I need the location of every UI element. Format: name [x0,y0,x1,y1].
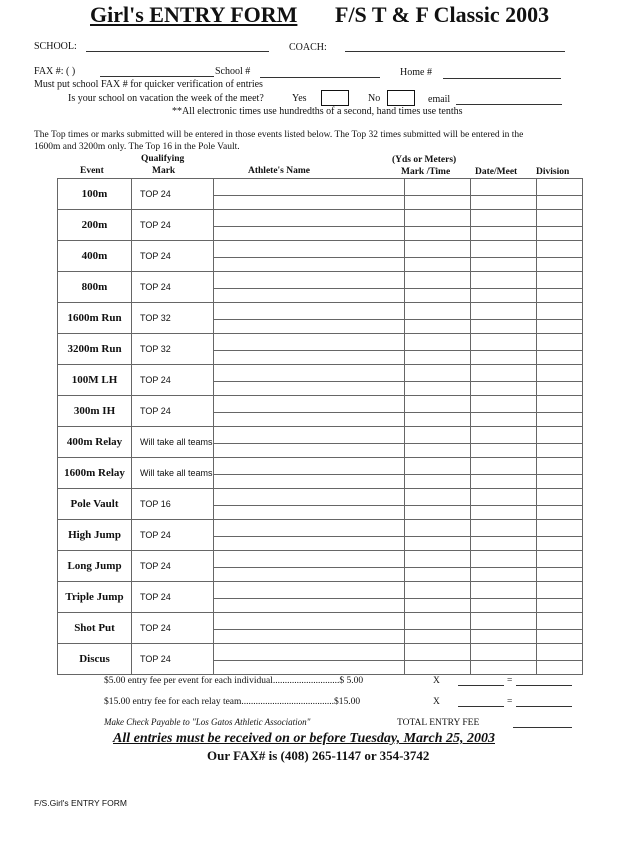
date-meet-cell[interactable] [470,351,536,365]
qualifying-mark: TOP 16 [132,489,214,520]
header-event: Event [80,166,104,176]
date-meet-cell[interactable] [470,320,536,334]
mark-time-cell[interactable] [404,613,470,630]
qualifying-mark: TOP 24 [132,582,214,613]
athlete-name-cell[interactable] [213,396,404,413]
qualifying-mark: TOP 24 [132,210,214,241]
event-row [58,272,583,289]
athlete-name-cell[interactable] [213,334,404,351]
individual-equals: = [507,676,513,686]
no-label: No [368,93,381,104]
mark-time-cell[interactable] [404,599,470,613]
email-field[interactable] [456,104,562,105]
entry-note-1: The Top times or marks submitted will be entered in those events listed below. The Top 32 times submitted will be entered in the [34,130,524,140]
athlete-name-cell[interactable] [213,179,404,196]
athlete-name-cell[interactable] [213,630,404,644]
division-cell[interactable] [536,506,582,520]
mark-time-cell[interactable] [404,630,470,644]
mark-time-cell[interactable] [404,179,470,196]
mark-time-cell[interactable] [404,241,470,258]
date-meet-cell[interactable] [470,582,536,599]
athlete-name-cell[interactable] [213,551,404,568]
event-name: 100m [58,179,132,210]
qualifying-mark: TOP 32 [132,303,214,334]
date-meet-cell[interactable] [470,179,536,196]
division-cell[interactable] [536,613,582,630]
mark-time-cell[interactable] [404,413,470,427]
athlete-name-cell[interactable] [213,582,404,599]
division-cell[interactable] [536,568,582,582]
athlete-name-cell[interactable] [213,413,404,427]
mark-time-cell[interactable] [404,506,470,520]
mark-time-cell[interactable] [404,303,470,320]
individual-x: X [433,676,440,686]
event-row [58,427,583,444]
our-fax: Our FAX# is (408) 265-1147 or 354-3742 [207,748,430,763]
athlete-name-cell[interactable] [213,599,404,613]
header-mark: Mark [152,166,176,176]
division-cell[interactable] [536,210,582,227]
mark-time-cell[interactable] [404,520,470,537]
qualifying-mark: TOP 24 [132,520,214,551]
entry-note-2: 1600m and 3200m only. The Top 16 in the Pole Vault. [34,142,240,152]
division-cell[interactable] [536,179,582,196]
athlete-name-cell[interactable] [213,365,404,382]
mark-time-cell[interactable] [404,537,470,551]
title-sub: F/S T & F Classic 2003 [335,2,550,27]
event-row [58,613,583,630]
division-cell[interactable] [536,644,582,661]
mark-time-cell[interactable] [404,582,470,599]
event-name: 400m [58,241,132,272]
mark-time-cell[interactable] [404,320,470,334]
athlete-name-cell[interactable] [213,444,404,458]
event-name: 300m IH [58,396,132,427]
mark-time-cell[interactable] [404,568,470,582]
mark-time-cell[interactable] [404,289,470,303]
event-row [58,241,583,258]
event-row [58,520,583,537]
event-row [58,551,583,568]
division-cell[interactable] [536,303,582,320]
event-name: High Jump [58,520,132,551]
qualifying-mark: TOP 32 [132,334,214,365]
qualifying-mark: Will take all teams [132,458,214,489]
athlete-name-cell[interactable] [213,210,404,227]
athlete-name-cell[interactable] [213,537,404,551]
event-name: 400m Relay [58,427,132,458]
date-meet-cell[interactable] [470,644,536,661]
division-cell[interactable] [536,489,582,506]
athlete-name-cell[interactable] [213,289,404,303]
date-meet-cell[interactable] [470,458,536,475]
athlete-name-cell[interactable] [213,644,404,661]
relay-count-field[interactable] [458,706,504,707]
qualifying-mark: TOP 24 [132,613,214,644]
qualifying-mark: TOP 24 [132,272,214,303]
relay-total-field[interactable] [516,706,572,707]
payable-note: Make Check Payable to "Los Gatos Athletic Association" [104,717,311,727]
division-cell[interactable] [536,334,582,351]
yes-checkbox[interactable] [321,90,349,106]
must-put-note: Must put school FAX # for quicker verification of entries [34,79,263,90]
event-row [58,210,583,227]
division-cell[interactable] [536,365,582,382]
mark-time-cell[interactable] [404,427,470,444]
event-row [58,644,583,661]
division-cell[interactable] [536,258,582,272]
mark-time-cell[interactable] [404,458,470,475]
electronic-times-note: **All electronic times use hundredths of a second, hand times use tenths [172,106,463,117]
mark-time-cell[interactable] [404,365,470,382]
division-cell[interactable] [536,227,582,241]
athlete-name-cell[interactable] [213,427,404,444]
total-fee-field[interactable] [513,727,572,728]
date-meet-cell[interactable] [470,537,536,551]
athlete-name-cell[interactable] [213,489,404,506]
mark-time-cell[interactable] [404,489,470,506]
qualifying-mark: TOP 24 [132,365,214,396]
event-name: 3200m Run [58,334,132,365]
event-name: Pole Vault [58,489,132,520]
athlete-name-cell[interactable] [213,458,404,475]
date-meet-cell[interactable] [470,227,536,241]
athlete-name-cell[interactable] [213,258,404,272]
event-name: 1600m Relay [58,458,132,489]
mark-time-cell[interactable] [404,196,470,210]
relay-equals: = [507,697,513,707]
division-cell[interactable] [536,475,582,489]
qualifying-mark: TOP 24 [132,396,214,427]
school-label: SCHOOL: [34,41,77,52]
date-meet-cell[interactable] [470,506,536,520]
event-row [58,489,583,506]
relay-x: X [433,697,440,707]
event-row [58,334,583,351]
date-meet-cell[interactable] [470,334,536,351]
date-meet-cell[interactable] [470,396,536,413]
mark-time-cell[interactable] [404,661,470,675]
mark-time-cell[interactable] [404,272,470,289]
entry-table [57,178,583,675]
school-number-label: School # [215,66,251,77]
event-name: Triple Jump [58,582,132,613]
division-cell[interactable] [536,537,582,551]
division-cell[interactable] [536,320,582,334]
event-row [58,303,583,320]
athlete-name-cell[interactable] [213,661,404,675]
athlete-name-cell[interactable] [213,272,404,289]
division-cell[interactable] [536,272,582,289]
athlete-name-cell[interactable] [213,320,404,334]
event-name: 1600m Run [58,303,132,334]
qualifying-mark: TOP 24 [132,241,214,272]
fax-field[interactable] [100,76,214,77]
division-cell[interactable] [536,289,582,303]
mark-time-cell[interactable] [404,210,470,227]
date-meet-cell[interactable] [470,599,536,613]
date-meet-cell[interactable] [470,258,536,272]
division-cell[interactable] [536,551,582,568]
home-number-field[interactable] [443,78,561,79]
event-name: 800m [58,272,132,303]
header-yds: (Yds or Meters) [392,155,457,165]
school-number-field[interactable] [260,77,380,78]
division-cell[interactable] [536,630,582,644]
qualifying-mark: Will take all teams [132,427,214,458]
deadline-notice: All entries must be received on or before Tuesday, March 25, 2003 [113,731,495,746]
date-meet-cell[interactable] [470,630,536,644]
mark-time-cell[interactable] [404,334,470,351]
athlete-name-cell[interactable] [213,382,404,396]
header-athlete: Athlete's Name [248,166,310,176]
event-row [58,365,583,382]
event-row [58,179,583,196]
date-meet-cell[interactable] [470,365,536,382]
date-meet-cell[interactable] [470,196,536,210]
qualifying-mark: TOP 24 [132,551,214,582]
individual-count-field[interactable] [458,685,504,686]
vacation-question: Is your school on vacation the week of the meet? [68,93,264,104]
date-meet-cell[interactable] [470,475,536,489]
division-cell[interactable] [536,396,582,413]
date-meet-cell[interactable] [470,289,536,303]
athlete-name-cell[interactable] [213,475,404,489]
mark-time-cell[interactable] [404,351,470,365]
date-meet-cell[interactable] [470,489,536,506]
mark-time-cell[interactable] [404,396,470,413]
mark-time-cell[interactable] [404,382,470,396]
mark-time-cell[interactable] [404,644,470,661]
yes-label: Yes [292,93,307,104]
email-label: email [428,94,451,105]
header-qualifying: Qualifying [141,154,185,164]
athlete-name-cell[interactable] [213,351,404,365]
division-cell[interactable] [536,599,582,613]
date-meet-cell[interactable] [470,382,536,396]
title-main: Girl's ENTRY FORM [90,2,298,27]
division-cell[interactable] [536,382,582,396]
division-cell[interactable] [536,413,582,427]
date-meet-cell[interactable] [470,241,536,258]
athlete-name-cell[interactable] [213,196,404,210]
event-name: Shot Put [58,613,132,644]
school-field[interactable] [86,51,269,52]
date-meet-cell[interactable] [470,444,536,458]
event-row [58,458,583,475]
date-meet-cell[interactable] [470,520,536,537]
mark-time-cell[interactable] [404,227,470,241]
date-meet-cell[interactable] [470,413,536,427]
date-meet-cell[interactable] [470,661,536,675]
athlete-name-cell[interactable] [213,520,404,537]
coach-label: COACH: [289,42,327,53]
athlete-name-cell[interactable] [213,303,404,320]
event-name: Long Jump [58,551,132,582]
event-row [58,582,583,599]
division-cell[interactable] [536,427,582,444]
individual-total-field[interactable] [516,685,572,686]
division-cell[interactable] [536,241,582,258]
division-cell[interactable] [536,196,582,210]
division-cell[interactable] [536,444,582,458]
date-meet-cell[interactable] [470,551,536,568]
header-division: Division [536,167,570,177]
date-meet-cell[interactable] [470,272,536,289]
event-name: Discus [58,644,132,675]
date-meet-cell[interactable] [470,568,536,582]
event-name: 100M LH [58,365,132,396]
date-meet-cell[interactable] [470,613,536,630]
header-mark-time: Mark /Time [401,167,451,177]
relay-fee-line: $15.00 entry fee for each relay team.......................................$15.00 [104,697,361,707]
date-meet-cell[interactable] [470,210,536,227]
event-row [58,396,583,413]
mark-time-cell[interactable] [404,444,470,458]
footer-label: F/S.Girl's ENTRY FORM [34,798,127,808]
athlete-name-cell[interactable] [213,506,404,520]
division-cell[interactable] [536,520,582,537]
individual-fee-line: $5.00 entry fee per event for each individual............................$ 5.00 [104,676,364,686]
mark-time-cell[interactable] [404,551,470,568]
athlete-name-cell[interactable] [213,227,404,241]
date-meet-cell[interactable] [470,427,536,444]
no-checkbox[interactable] [387,90,415,106]
header-date-meet: Date/Meet [475,167,518,177]
qualifying-mark: TOP 24 [132,179,214,210]
home-number-label: Home # [400,67,432,78]
athlete-name-cell[interactable] [213,241,404,258]
qualifying-mark: TOP 24 [132,644,214,675]
mark-time-cell[interactable] [404,475,470,489]
division-cell[interactable] [536,582,582,599]
athlete-name-cell[interactable] [213,613,404,630]
total-fee-label: TOTAL ENTRY FEE [397,718,480,728]
fax-label: FAX #: ( ) [34,66,76,77]
event-name: 200m [58,210,132,241]
coach-field[interactable] [345,51,565,52]
division-cell[interactable] [536,351,582,365]
athlete-name-cell[interactable] [213,568,404,582]
division-cell[interactable] [536,458,582,475]
mark-time-cell[interactable] [404,258,470,272]
division-cell[interactable] [536,661,582,675]
date-meet-cell[interactable] [470,303,536,320]
